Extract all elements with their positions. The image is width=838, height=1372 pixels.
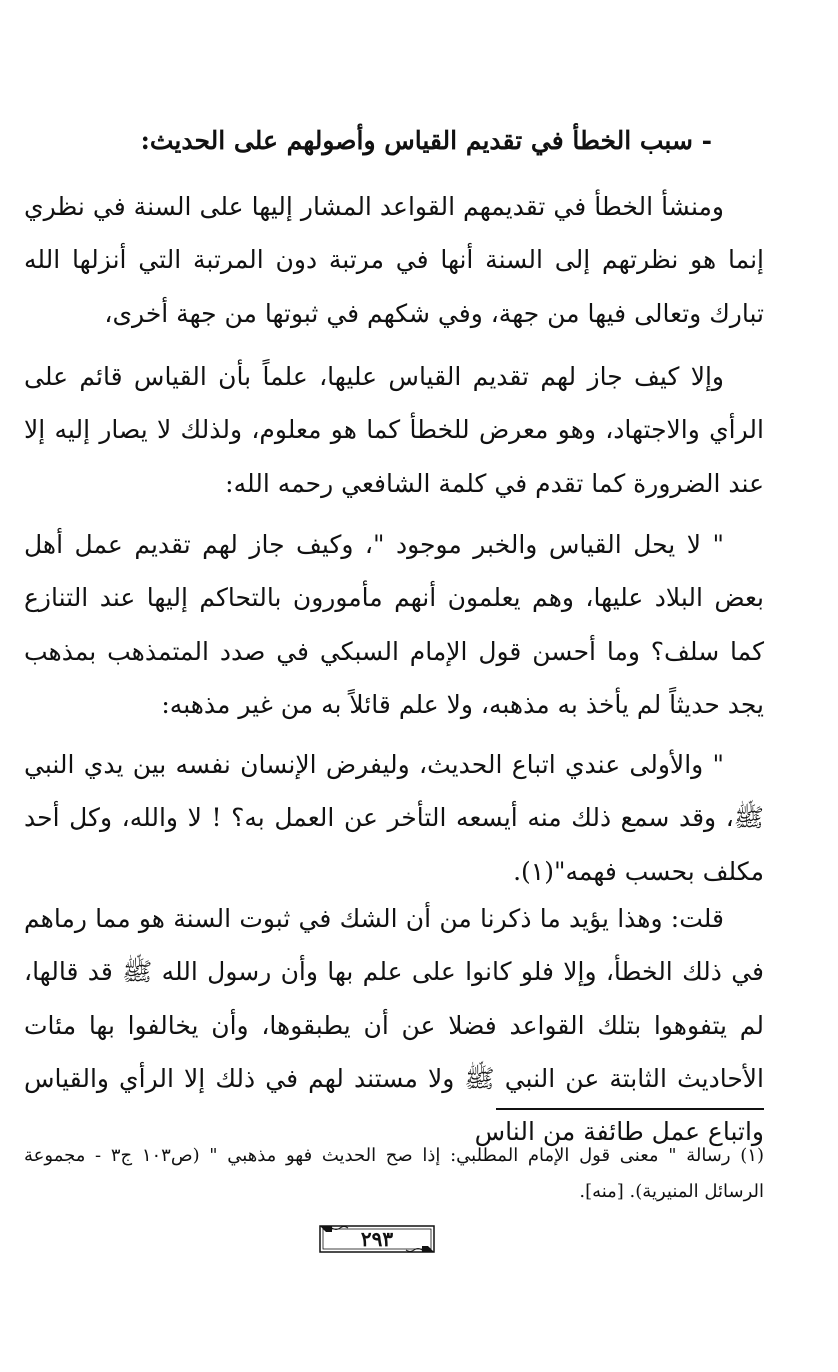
paragraph-5 [24, 892, 764, 1158]
footnote-divider [496, 1108, 764, 1110]
paragraph-4-quote [24, 738, 764, 898]
paragraph-text: وإلا كيف جاز لهم تقديم القياس عليها، علماً بأن القياس قائم على الرأي والاجتهاد، وهو معرض للخطأ كما هو معلوم، ولذلك لا يصار إليه إلا عند الضرورة كما تقدم في كلمة الشافعي رحمه الله: [24, 362, 764, 498]
page-number-frame [318, 1222, 436, 1256]
paragraph-2 [24, 350, 764, 510]
paragraph-3-quote [24, 518, 764, 731]
paragraph-text: ومنشأ الخطأ في تقديمهم القواعد المشار إليها على السنة في نظري إنما هو نظرتهم إلى السنة أنها في مرتبة دون المرتبة التي أنزلها الله تبارك وتعالى فيها من جهة، وفي شكهم في ثبوتها من جهة أخرى، [24, 192, 764, 328]
paragraph-1 [24, 180, 764, 340]
paragraph-text: قلت: وهذا يؤيد ما ذكرنا من أن الشك في ثبوت السنة هو مما رماهم في ذلك الخطأ، وإلا فلو كانوا على علم بها وأن رسول الله ﷺ قد قالها، لم يتفوهوا بتلك القواعد فضلا عن أن يطبقوها، وأن يخالفوا بها مئات الأحاديث الثابتة عن النبي ﷺ ولا مستند لهم في ذلك إلا الرأي والقياس واتباع عمل طائفة من الناس [24, 904, 764, 1147]
section-heading: - سبب الخطأ في تقديم القياس وأصولهم على الحديث: [140, 126, 712, 155]
footnote: (١) رسالة " معنى قول الإمام المطلبي: إذا صح الحديث فهو مذهبي " (ص١٠٣ ج٣ - مجموعة الرسائل المنيرية). [منه]. [24, 1145, 764, 1202]
paragraph-text: " لا يحل القياس والخبر موجود "، وكيف جاز لهم تقديم عمل أهل بعض البلاد عليها، وهم يعلمون أنهم مأمورون بالتحاكم إليها عند التنازع كما سلف؟ وما أحسن قول الإمام السبكي في صدد المتمذهب بمذهب يجد حديثاً لم يأخذ به مذهبه، ولا علم قائلاً به من غير مذهبه: [24, 530, 764, 719]
paragraph-text: " والأولى عندي اتباع الحديث، وليفرض الإنسان نفسه بين يدي النبي ﷺ، وقد سمع ذلك منه أيسعه التأخر عن العمل به؟ ! لا والله، وكل أحد مكلف بحسب فهمه"(١). [24, 750, 764, 886]
page-number: ٢٩٣ [360, 1227, 394, 1251]
